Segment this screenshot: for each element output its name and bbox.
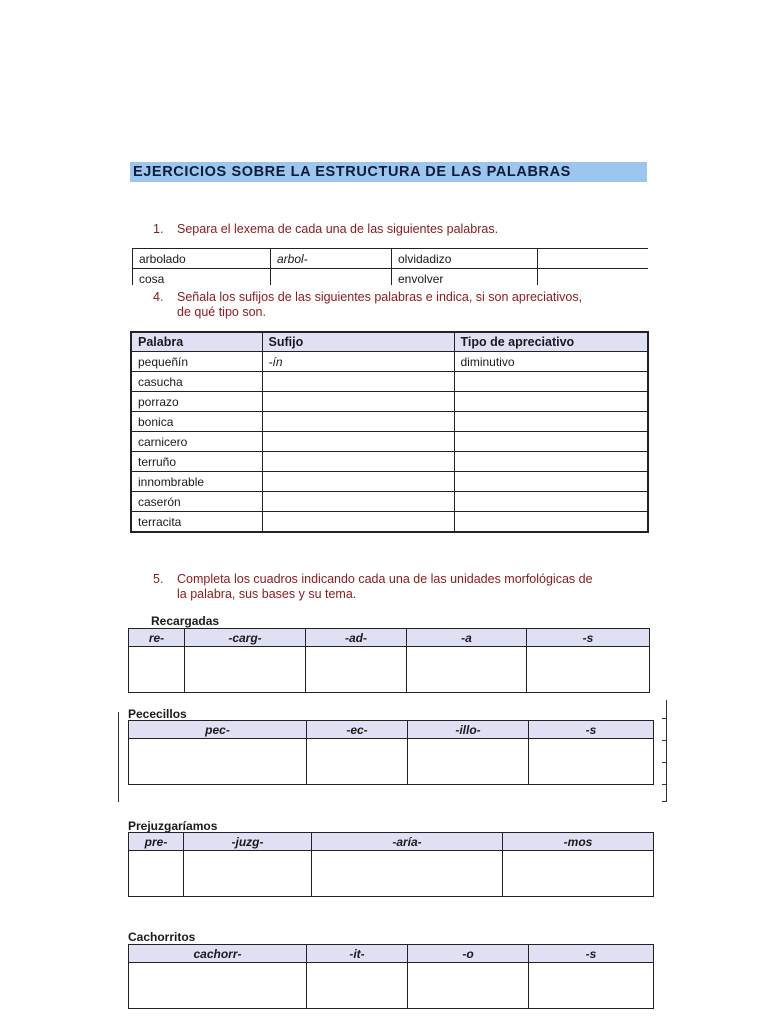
- column-header: Sufijo: [262, 332, 454, 352]
- answer-cell[interactable]: [527, 647, 650, 693]
- table-row: [129, 963, 654, 1009]
- table-cell: porrazo: [131, 392, 262, 412]
- answer-cell[interactable]: [129, 647, 185, 693]
- morpheme-header: -ad-: [306, 629, 407, 647]
- table-cell[interactable]: [262, 492, 454, 512]
- table-cell[interactable]: [262, 512, 454, 533]
- scan-edge-left: [118, 712, 119, 802]
- table-cell[interactable]: [262, 472, 454, 492]
- answer-cell[interactable]: [408, 739, 529, 785]
- ex4-instruction-line1: Señala los sufijos de las siguientes palabras e indica, si son apreciativos,: [177, 290, 583, 304]
- morpheme-header: -aría-: [312, 833, 503, 851]
- answer-cell[interactable]: [407, 647, 527, 693]
- ex4-instruction-line2: de qué tipo son.: [177, 305, 266, 319]
- morpheme-header: -a: [407, 629, 527, 647]
- table-cell[interactable]: [454, 432, 648, 452]
- table-cell: arbol-: [271, 249, 392, 269]
- table-cell[interactable]: [454, 452, 648, 472]
- table-cell[interactable]: [262, 432, 454, 452]
- word-title-prejuzgariamos: Prejuzgaríamos: [128, 819, 218, 833]
- morph-table-pececillos: [128, 720, 654, 785]
- table-row: [129, 739, 654, 785]
- ex4-number: 4.: [153, 290, 164, 304]
- table-cell: terruño: [131, 452, 262, 472]
- morpheme-header: -ec-: [307, 721, 408, 739]
- column-header: Palabra: [131, 332, 262, 352]
- table-cell[interactable]: [262, 452, 454, 472]
- table-header-row: [129, 629, 650, 647]
- table-cell[interactable]: [262, 412, 454, 432]
- table-cell: caserón: [131, 492, 262, 512]
- ex5-instruction-line2: la palabra, sus bases y su tema.: [177, 587, 357, 601]
- table-header-row: [129, 945, 654, 963]
- table-row: [131, 412, 648, 432]
- table-cell: casucha: [131, 372, 262, 392]
- scan-tick: [662, 784, 666, 785]
- morpheme-header: pec-: [129, 721, 307, 739]
- table-cell: carnicero: [131, 432, 262, 452]
- table-cell: bonica: [131, 412, 262, 432]
- page-title: EJERCICIOS SOBRE LA ESTRUCTURA DE LAS PALABRAS: [133, 164, 571, 180]
- table-cell[interactable]: [262, 372, 454, 392]
- scan-tick: [662, 718, 666, 719]
- table-row: [131, 512, 648, 533]
- table-cell: pequeñín: [131, 352, 262, 372]
- table-cell: terracita: [131, 512, 262, 533]
- morpheme-header: -carg-: [185, 629, 306, 647]
- morph-table-prejuzgariamos: [128, 832, 654, 897]
- scan-tick: [662, 740, 666, 741]
- table-header-row: [129, 833, 654, 851]
- answer-cell[interactable]: [503, 851, 654, 897]
- table-row: [131, 352, 648, 372]
- table-row: [133, 269, 649, 286]
- answer-cell[interactable]: [184, 851, 312, 897]
- morpheme-header: pre-: [129, 833, 184, 851]
- answer-cell[interactable]: [306, 647, 407, 693]
- table-cell[interactable]: [271, 269, 392, 286]
- ex5-number: 5.: [153, 572, 164, 586]
- answer-cell[interactable]: [408, 963, 529, 1009]
- table-row: [131, 392, 648, 412]
- answer-cell[interactable]: [307, 739, 408, 785]
- column-header: Tipo de apreciativo: [454, 332, 648, 352]
- table-cell[interactable]: [454, 472, 648, 492]
- scan-edge-right: [666, 700, 667, 802]
- table-cell[interactable]: [538, 249, 649, 269]
- table-cell[interactable]: [454, 512, 648, 533]
- morpheme-header: -juzg-: [184, 833, 312, 851]
- morpheme-header: -mos: [503, 833, 654, 851]
- ex1-table: [132, 248, 648, 285]
- answer-cell[interactable]: [129, 739, 307, 785]
- scan-tick: [662, 801, 666, 802]
- table-header-row: [129, 721, 654, 739]
- morpheme-header: -o: [408, 945, 529, 963]
- table-row: [133, 249, 649, 269]
- morpheme-header: cachorr-: [129, 945, 307, 963]
- table-cell[interactable]: [454, 412, 648, 432]
- morpheme-header: -s: [529, 721, 654, 739]
- ex4-instruction: [153, 290, 582, 320]
- answer-cell[interactable]: [185, 647, 306, 693]
- ex1-number: 1.: [153, 222, 164, 236]
- ex5-instruction: [153, 572, 593, 602]
- table-cell[interactable]: [454, 372, 648, 392]
- ex1-table-wrapper: [132, 248, 648, 285]
- answer-cell[interactable]: [307, 963, 408, 1009]
- answer-cell[interactable]: [529, 739, 654, 785]
- table-cell: envolver: [392, 269, 538, 286]
- morph-table-recargadas: [128, 628, 650, 693]
- table-cell[interactable]: [454, 392, 648, 412]
- scan-tick: [662, 762, 666, 763]
- word-title-recargadas: Recargadas: [151, 614, 220, 628]
- table-row: [129, 851, 654, 897]
- table-cell: arbolado: [133, 249, 271, 269]
- word-title-cachorritos: Cachorritos: [128, 930, 196, 944]
- morpheme-header: -s: [529, 945, 654, 963]
- ex4-table: [130, 331, 649, 533]
- morph-table-cachorritos: [128, 944, 654, 1009]
- morpheme-header: re-: [129, 629, 185, 647]
- table-row: [131, 452, 648, 472]
- table-cell: innombrable: [131, 472, 262, 492]
- table-cell: -ín: [262, 352, 454, 372]
- table-row: [131, 492, 648, 512]
- morpheme-header: -s: [527, 629, 650, 647]
- table-row: [131, 372, 648, 392]
- word-title-pececillos: Pececillos: [128, 707, 187, 721]
- table-cell[interactable]: [538, 269, 649, 286]
- table-cell: diminutivo: [454, 352, 648, 372]
- answer-cell[interactable]: [129, 963, 307, 1009]
- answer-cell[interactable]: [312, 851, 503, 897]
- table-row: [129, 647, 650, 693]
- morpheme-header: -illo-: [408, 721, 529, 739]
- table-cell: olvidadizo: [392, 249, 538, 269]
- table-cell: cosa: [133, 269, 271, 286]
- ex5-instruction-line1: Completa los cuadros indicando cada una de las unidades morfológicas de: [177, 572, 593, 586]
- ex1-instruction: [153, 222, 498, 237]
- table-row: [131, 472, 648, 492]
- table-row: [131, 432, 648, 452]
- answer-cell[interactable]: [129, 851, 184, 897]
- table-cell[interactable]: [262, 392, 454, 412]
- ex1-instruction-text: Separa el lexema de cada una de las siguientes palabras.: [177, 222, 499, 236]
- table-header-row: [131, 332, 648, 352]
- morpheme-header: -it-: [307, 945, 408, 963]
- answer-cell[interactable]: [529, 963, 654, 1009]
- table-cell[interactable]: [454, 492, 648, 512]
